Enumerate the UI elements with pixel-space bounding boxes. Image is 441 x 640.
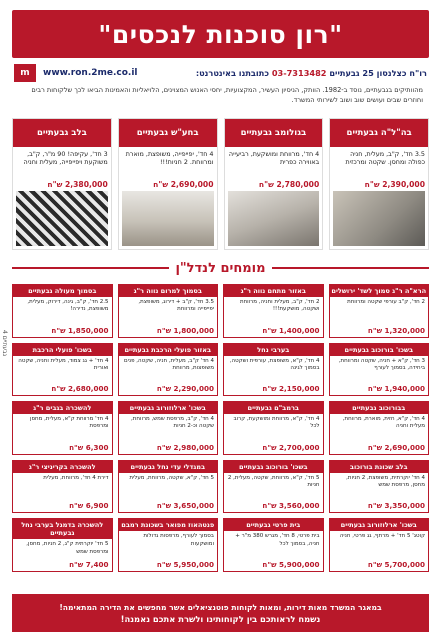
- divider: [12, 267, 169, 269]
- listing-card[interactable]: [223, 460, 324, 514]
- listing-description: 4 חד', ק"א, מרווחת ומושקעת, קרוב לכל: [233, 416, 320, 430]
- divider: [272, 267, 429, 269]
- listing-card[interactable]: [12, 518, 113, 572]
- contact-phone[interactable]: 03-7313482: [271, 68, 327, 78]
- featured-price: 2,390,000 ש"ח: [364, 180, 425, 189]
- listing-title: הרא"ה ר"ג סמוך לשד' ירושלים: [331, 287, 427, 295]
- listing-description: 2 חד', ק"ב עורפי שקטה ומרווחת: [347, 299, 425, 305]
- listing-description: 4 חד' מרווחת ק"א, מעלית, מחסן ומרפסת: [29, 416, 109, 430]
- listing-description: בית פרטי, 8 חד', מגרש 380 מ"ר + חניה, בסמוך לכל: [235, 533, 320, 547]
- listing-card[interactable]: [118, 343, 219, 397]
- listing-price: 1,400,000 ש"ח: [262, 325, 320, 335]
- featured-price: 2,780,000 ש"ח: [258, 180, 320, 189]
- apartment-photo: [16, 191, 108, 246]
- listing-description: 4 חד' + גג צמוד, מעלית וחניה, שקטה ואורית: [18, 357, 109, 371]
- listing-card[interactable]: [118, 284, 219, 338]
- listing-title: בשכו' ארלוזורוב גבעתיים: [119, 402, 218, 414]
- listing-card[interactable]: [12, 401, 113, 455]
- listing-card[interactable]: [223, 518, 324, 572]
- listing-description: 4 חד', ק"א, משופצת, עורפית ושקטה, בסמוך לגינה: [229, 357, 320, 371]
- featured-description: 3.5 חד', ק"ב, מעלית, חניה כפולה ומחסן. שקטה ומרכזית: [345, 150, 425, 167]
- featured-title: בגולומב גבעתיים: [225, 119, 323, 147]
- listing-price: 2,150,000 ש"ח: [262, 384, 320, 394]
- intro-text: מהוותיקים בגבעתיים, נוסד ב-1982. הוותק, הניסיון העשיר, המקצועיות, יחסי האנוש המצוינים, הלויאליות והאמינות הביאו לכך שלקוחות רבים וחוזרים שבים ועושים שוב ושוב לשירותי המשרד.: [31, 86, 423, 104]
- listing-price: 7,400 ש"ח: [69, 559, 109, 569]
- listing-title: להשכרה בדמגל בערבי נחל גבעתיים: [13, 519, 112, 539]
- listing-title: באזור פועלי הרכבת גבעתיים: [119, 344, 218, 356]
- listing-card[interactable]: [118, 401, 219, 455]
- footer-line-1: במאגר המשרד מאות דירות, ומאות לקוחות פוטנציאלים אשר מחפשים את הדירה המתאימה!: [59, 602, 382, 612]
- listing-price: 5,700,000 ש"ח: [367, 559, 425, 569]
- listing-price: 2,700,000 ש"ח: [262, 442, 320, 452]
- listing-price: 6,900 ש"ח: [69, 501, 109, 511]
- listing-title: בשכו' ארלוזורוב גבעתיים: [330, 519, 429, 531]
- listing-price: 3,350,000 ש"ח: [367, 501, 425, 511]
- agency-logo-icon: m: [14, 64, 36, 82]
- contact-web: [14, 64, 138, 82]
- featured-card[interactable]: [329, 118, 429, 250]
- featured-listings: [12, 118, 429, 250]
- listing-description: קוטג' 5 חד' + מרתף, גג פרטי, חניה: [339, 533, 425, 540]
- listing-title: בשכו' בורוכוב גבעתיים: [224, 461, 323, 473]
- listing-description: 5 חד', ק"א, שקטה, מרווחת, מעלית: [129, 474, 214, 481]
- listing-card[interactable]: [12, 460, 113, 514]
- real-estate-ad-page: [12, 10, 429, 632]
- listing-price: 5,900,000 ש"ח: [262, 559, 320, 569]
- listing-card[interactable]: [223, 284, 324, 338]
- apartment-photo: [228, 191, 320, 246]
- listing-price: 5,950,000 ש"ח: [156, 559, 214, 569]
- listing-card[interactable]: [223, 343, 324, 397]
- listing-card[interactable]: [329, 518, 430, 572]
- listing-description: 4 חד' יוקרתית, משופצת, 2 חניות, מחסן, מרפסת שמש: [346, 474, 425, 488]
- listing-title: בית פרטי גבעתיים: [224, 519, 323, 531]
- website-link[interactable]: www.ron.2me.co.il: [43, 68, 138, 78]
- building-photo: [122, 191, 214, 246]
- listing-card[interactable]: [223, 401, 324, 455]
- listing-price: 2,690,000 ש"ח: [367, 442, 425, 452]
- listing-description: 4 חד', ק"ב, מרפסת שמש, מרווחת, שקטה וכ-2 חניות: [131, 416, 214, 430]
- featured-card[interactable]: [12, 118, 112, 250]
- listing-price: 1,320,000 ש"ח: [367, 325, 425, 335]
- featured-title: בה"ל"ה גבעתיים: [330, 119, 428, 147]
- section-title-text: מומחים לנדל"ן: [175, 260, 266, 276]
- listing-card[interactable]: [329, 401, 430, 455]
- listing-description: 5 חד', ק"א, מרווחת, שקטה, מעלית, 2 חניות: [227, 474, 320, 488]
- listing-price: 6,300 ש"ח: [69, 442, 109, 452]
- listing-title: להשכרה בגבים ר"ג: [13, 402, 112, 414]
- listing-title: באזור מתחם נווה ר"ג: [224, 285, 323, 297]
- section-heading: [12, 258, 429, 278]
- page-header: [12, 10, 429, 58]
- listing-card[interactable]: [329, 343, 430, 397]
- listing-price: 2,980,000 ש"ח: [156, 442, 214, 452]
- listing-price: 1,850,000 ש"ח: [51, 325, 109, 335]
- listing-card[interactable]: [12, 284, 113, 338]
- listing-title: במגדלי עדי נחל גבעתיים: [119, 461, 218, 473]
- page-footer: [12, 594, 429, 632]
- listing-description: בסמוך לעורף, מרפסות גדולות ומושקעות: [143, 533, 214, 547]
- listing-title: בסמוך למרום נווה ר"ג: [119, 285, 218, 297]
- listing-card[interactable]: [329, 284, 430, 338]
- featured-card[interactable]: [118, 118, 218, 250]
- site-label: כתובתנו באינטרנט:: [195, 68, 269, 78]
- listing-description: 3.5 חד', ק"ב + דירוג, משופצת, יפייפייה ומרווחת: [138, 299, 214, 313]
- agency-title: "רון סוכנות לנכסים": [98, 19, 343, 49]
- listing-description: 4 חד', ק"א, חזית, מוארת, מרווחת, מעלית וחניה: [342, 416, 425, 430]
- featured-description: 4 חד', יפייפייה, משופצת, מוארת ומרווחת. 2 חניות!!!: [125, 150, 214, 167]
- featured-price: 2,380,000 ש"ח: [47, 180, 108, 189]
- listing-price: 3,650,000 ש"ח: [156, 501, 214, 511]
- contact-bar: [12, 62, 429, 84]
- listing-price: 2,290,000 ש"ח: [156, 384, 214, 394]
- listing-title: בסמוך מעולה גבעתיים: [13, 285, 112, 297]
- contact-info: [196, 68, 427, 78]
- featured-description: 4 חד', מרווחת ומושקעת, רביעייה באווירה כפרית: [228, 150, 320, 167]
- listing-price: 3,560,000 ש"ח: [262, 501, 320, 511]
- listing-description: 5 חד' יוקרתית ק"ג, 2 חניות, מחסן, ומרפסת שמש: [26, 541, 109, 555]
- listing-card[interactable]: [118, 460, 219, 514]
- featured-description: 3 חד', עקיפה! 90 מ"ר, ק"ב, משוקעת ויפייפייה, מעלית וחניה: [23, 150, 108, 167]
- featured-title: בלב גבעתיים: [13, 119, 111, 147]
- featured-title: בחע"ש גבעתיים: [119, 119, 217, 147]
- listing-price: 1,940,000 ש"ח: [367, 384, 425, 394]
- featured-price: 2,690,000 ש"ח: [153, 180, 214, 189]
- listing-card[interactable]: [329, 460, 430, 514]
- listing-title: בערבי נחל: [224, 344, 323, 356]
- listing-description: 4 חד' ק"ב, מעלית, חניה, שקטה, פנים משופצות, מרווחת: [124, 357, 214, 371]
- listing-card[interactable]: [118, 518, 219, 572]
- listing-description: 3 חד', ק"א + חניה, שקטה ומרווחת, ביחידה, בסמוך לעורף: [338, 357, 425, 371]
- listing-price: 1,800,000 ש"ח: [156, 325, 214, 335]
- side-tag: גבעתיים 4: [1, 330, 8, 357]
- listing-title: בשכו' פועלי הרכבת: [13, 344, 112, 356]
- listing-price: 2,680,000 ש"ח: [51, 384, 109, 394]
- listing-title: ברמב"ם גבעתיים: [224, 402, 323, 414]
- listing-title: בשכו' בורוכוב גבעתיים: [330, 344, 429, 356]
- listing-description: דירת 4 חד', מרווחת, מעלית: [43, 474, 109, 481]
- featured-card[interactable]: [224, 118, 324, 250]
- listing-description: 2 חד', ק"ב, מעלית וחניה, מרווחת ושקטה, מושקעת!!!: [239, 299, 320, 313]
- listing-description: 2.5 חד', ק"ב, גינה, דירוק, מעלית, משופצת, נדירה!: [27, 299, 109, 313]
- contact-address: רו"ח כצלנסון 25 גבעתיים: [329, 68, 427, 78]
- listings-grid: [12, 284, 429, 572]
- apartment-photo: [333, 191, 425, 246]
- listing-title: בלב שכונת בורוכוב: [330, 461, 429, 473]
- footer-line-2: נשמח לראותכם בין לקוחותינו ולשרת אתכם נאמנה!: [120, 613, 321, 624]
- listing-card[interactable]: [12, 343, 113, 397]
- listing-title: להשכרה בקריניצי ר"ג: [13, 461, 112, 473]
- listing-title: פנטהאוז מפואר בשכונת רמבם: [119, 519, 218, 531]
- listing-title: בבורוכוב גבעתיים: [330, 402, 429, 414]
